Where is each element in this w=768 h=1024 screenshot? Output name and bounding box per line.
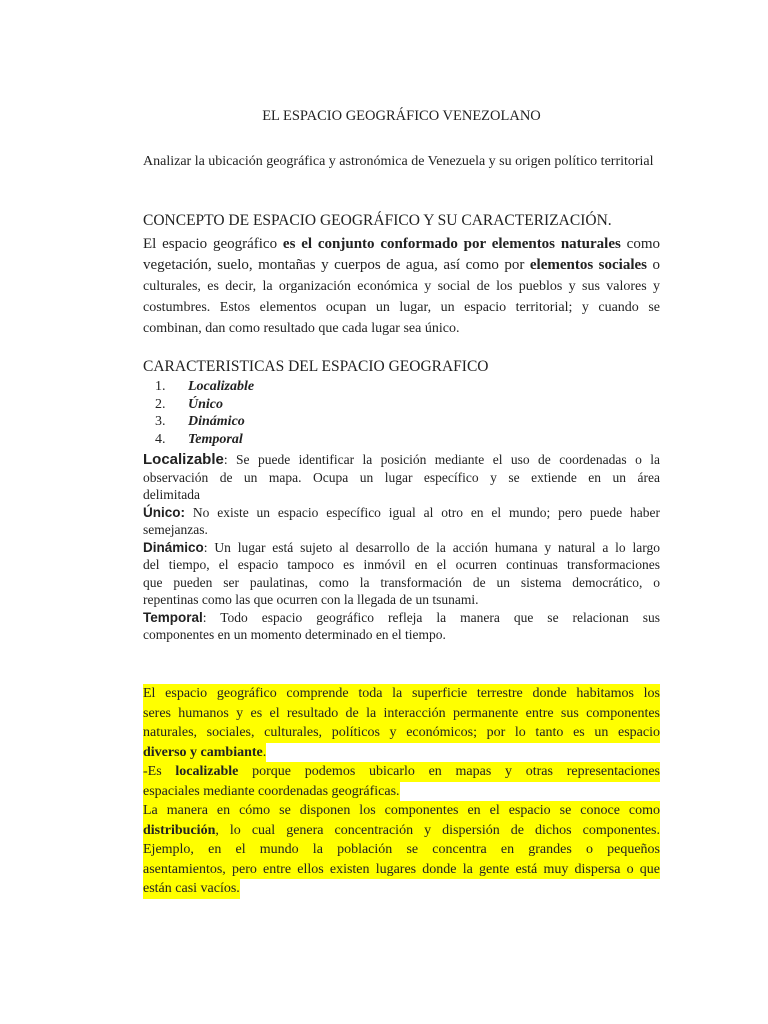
highlight-line: La manera en cómo se disponen los componentes en el espacio se conoce como	[143, 801, 660, 821]
definition-line: Único: No existe un espacio específico igual al otro en el mundo; pero puede haber	[143, 504, 660, 520]
definition-line: del tiempo, el espacio tampoco es inmóvil en el ocurren continuas transformaciones	[143, 557, 660, 572]
definition-line: delimitada	[143, 487, 200, 502]
concept-line: vegetación, suelo, montañas y cuerpos de agua, así como por elementos sociales o	[143, 257, 661, 273]
concept-line: costumbres. Estos elementos ocupan un lugar, un espacio territorial; y cuando se	[143, 300, 660, 315]
definition-line: que pueden ser paulatinas, como la transformación de un sistema democrático, o	[143, 574, 660, 590]
highlight-line: seres humanos y es el resultado de la interacción permanente entre sus componentes	[143, 704, 660, 724]
highlight-line: El espacio geográfico comprende toda la superficie terrestre donde habitamos los	[143, 684, 660, 704]
concept-line: El espacio geográfico es el conjunto conformado por elementos naturales como	[143, 236, 660, 252]
highlighted-summary	[143, 684, 660, 899]
term-dinamico: Dinámico	[143, 539, 204, 555]
highlight-line: están casi vacíos.	[143, 879, 660, 899]
definitions-block	[143, 451, 660, 644]
highlight-line: Ejemplo, en el mundo la población se concentra en grandes o pequeños	[143, 840, 660, 860]
definition-line: Dinámico: Un lugar está sujeto al desarrollo de la acción humana y natural a lo largo	[143, 539, 660, 555]
highlight-line: espaciales mediante coordenadas geográficas.	[143, 782, 660, 802]
term-localizable: Localizable	[143, 451, 224, 468]
document-title: EL ESPACIO GEOGRÁFICO VENEZOLANO	[262, 108, 541, 124]
definition-line: observación de un mapa. Ocupa un lugar específico y se extiende en un área	[143, 469, 660, 485]
concept-line: culturales, es decir, la organización económica y social de los pueblos y sus valores y	[143, 279, 660, 294]
term-unico: Único:	[143, 504, 185, 520]
characteristics-list	[143, 378, 254, 448]
highlight-line: -Es localizable porque podemos ubicarlo en mapas y otras representaciones	[143, 762, 660, 782]
definition-line: Temporal: Todo espacio geográfico refleja la manera que se relacionan sus	[143, 609, 660, 625]
definition-line: Localizable: Se puede identificar la posición mediante el uso de coordenadas o la	[143, 451, 660, 468]
definition-line: repentinas como las que ocurren con la llegada de un tsunami.	[143, 592, 479, 607]
highlight-line: distribución, lo cual genera concentración y dispersión de dichos componentes.	[143, 821, 660, 841]
concept-paragraph	[143, 234, 660, 339]
highlight-line: naturales, sociales, culturales, políticos y económicos; por lo tanto es un espacio	[143, 723, 660, 743]
objective-text: Analizar la ubicación geográfica y astronómica de Venezuela y su origen político territorial	[143, 154, 654, 169]
concept-heading: CONCEPTO DE ESPACIO GEOGRÁFICO Y SU CARACTERIZACIÓN.	[143, 212, 612, 229]
term-temporal: Temporal	[143, 609, 203, 625]
definition-line: componentes en un momento determinado en el tiempo.	[143, 627, 446, 642]
list-item: 1. Localizable	[155, 379, 255, 394]
list-item: 3. Dinámico	[155, 414, 245, 429]
definition-line: semejanzas.	[143, 522, 208, 537]
concept-line: combinan, dan como resultado que cada lugar sea único.	[143, 321, 460, 336]
list-item: 2. Único	[155, 396, 223, 412]
characteristics-heading: CARACTERISTICAS DEL ESPACIO GEOGRAFICO	[143, 358, 489, 375]
highlight-line: diverso y cambiante.	[143, 743, 660, 763]
highlight-line: asentamientos, pero entre ellos existen lugares donde la gente está muy dispersa o que	[143, 860, 660, 880]
list-item: 4. Temporal	[155, 431, 243, 447]
